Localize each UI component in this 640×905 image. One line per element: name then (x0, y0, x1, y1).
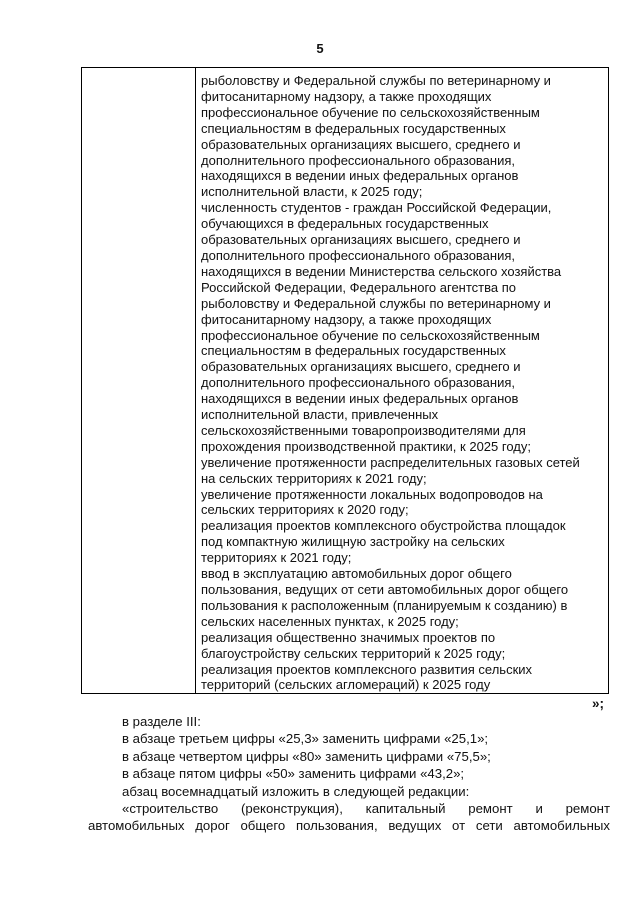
table-cell-line: благоустройству сельских территорий к 2025 году; (201, 645, 506, 661)
table-cell-line: пользования к расположенным (планируемым к созданию) в (201, 597, 568, 613)
table-cell-line: Российской Федерации, Федерального агентства по (201, 279, 516, 295)
table-cell-line: фитосанитарному надзору, а также проходящих (201, 88, 492, 104)
closing-quote-mark: »; (592, 696, 605, 711)
table-cell-line: пользования, ведущих от сети автомобильных дорог общего (201, 582, 569, 597)
table-cell-line: под компактную жилищную застройку на сельских (201, 534, 505, 550)
table-cell-line: находящихся в ведении иных федеральных органов (201, 168, 519, 184)
table-cell-line: сельских населенных пунктах, к 2025 году; (201, 613, 459, 629)
body-line: автомобильных дорог общего пользования, ведущих от сети автомобильных (88, 818, 610, 834)
body-line: абзац восемнадцатый изложить в следующей редакции: (122, 783, 470, 799)
table-cell-line: дополнительного профессионального образования, (201, 375, 516, 391)
table-cell-line: образовательных организациях высшего, среднего и (201, 232, 521, 248)
body-line: в абзаце третьем цифры «25,3» заменить цифрами «25,1»; (122, 731, 489, 747)
body-line: «строительство (реконструкция), капитальный ремонт и ремонт (122, 801, 610, 817)
body-line: в абзаце четвертом цифры «80» заменить цифрами «75,5»; (122, 748, 491, 764)
table-cell-line: территорий (сельских агломераций) к 2025 году (201, 677, 491, 693)
table-cell-line: на сельских территориях к 2021 году; (201, 470, 427, 486)
table-cell-line: фитосанитарному надзору, а также проходящих (201, 311, 492, 327)
table-cell-line: исполнительной власти, привлеченных (201, 407, 439, 423)
table-cell-line: ввод в эксплуатацию автомобильных дорог общего (201, 566, 512, 582)
table-cell-line: образовательных организациях высшего, среднего и (201, 136, 521, 152)
table-cell-line: рыболовству и Федеральной службы по ветеринарному и (201, 295, 551, 311)
table-cell-line: прохождения производственной практики, к 2025 году; (201, 438, 531, 454)
table-cell-line: увеличение протяженности распределительных газовых сетей (201, 454, 580, 470)
table-cell-line: специальностям в федеральных государственных (201, 120, 506, 136)
table-cell-line: исполнительной власти, к 2025 году; (201, 184, 423, 200)
table-cell-line: находящихся в ведении иных федеральных органов (201, 391, 519, 407)
table-cell-line: обучающихся в федеральных государственных (201, 216, 489, 232)
table-cell-line: территориях к 2021 году; (201, 550, 352, 566)
page-number: 5 (316, 41, 324, 56)
table-cell-line: реализация проектов комплексного обустройства площадок (201, 518, 566, 534)
table-cell-line: находящихся в ведении Министерства сельского хозяйства (201, 263, 562, 279)
table-cell-line: дополнительного профессионального образования, (201, 247, 516, 263)
table-cell-line: сельскохозяйственными товаропроизводителями для (201, 422, 526, 438)
table-cell-line: увеличение протяженности локальных водопроводов на (201, 486, 543, 502)
table-cell-line: сельских территориях к 2020 году; (201, 502, 409, 518)
table-continuation (81, 67, 609, 694)
table-cell-text (201, 73, 603, 693)
table-cell-line: профессиональное обучение по сельскохозяйственным (201, 104, 540, 120)
table-cell-line: образовательных организациях высшего, среднего и (201, 359, 521, 375)
body-line: в абзаце пятом цифры «50» заменить цифрами «43,2»; (122, 766, 465, 782)
table-cell-line: реализация проектов комплексного развития сельских (201, 661, 533, 677)
table-cell-line: профессиональное обучение по сельскохозяйственным (201, 327, 540, 343)
column-divider (195, 68, 196, 693)
amendment-text (88, 713, 610, 835)
body-line: в разделе III: (122, 714, 201, 729)
table-cell-line: реализация общественно значимых проектов по (201, 629, 496, 645)
table-cell-line: специальностям в федеральных государственных (201, 343, 506, 359)
table-cell-line: численность студентов - граждан Российской Федерации, (201, 200, 552, 216)
table-cell-line: дополнительного профессионального образования, (201, 152, 516, 168)
table-cell-line: рыболовству и Федеральной службы по ветеринарному и (201, 73, 551, 88)
